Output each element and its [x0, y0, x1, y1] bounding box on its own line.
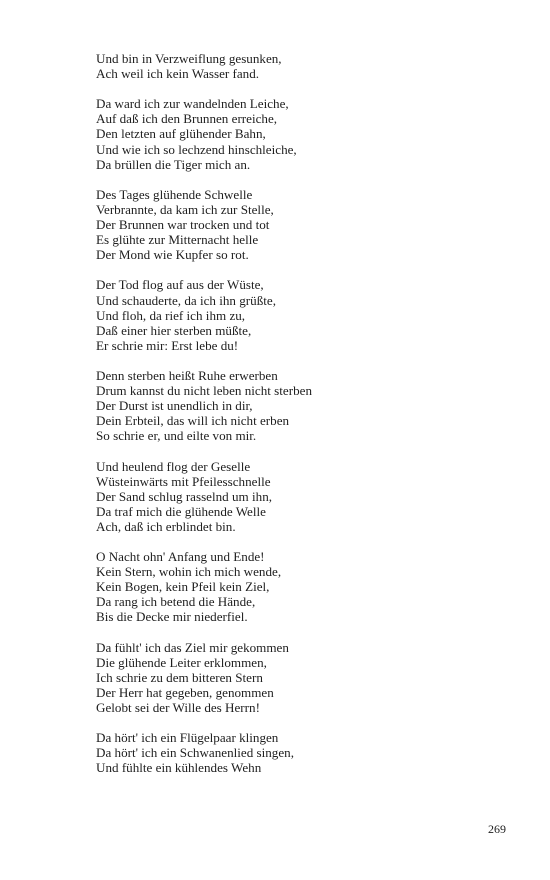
poem-line: Der Sand schlug rasselnd um ihn, — [96, 488, 273, 504]
poem-line: Der Tod flog auf aus der Wüste, — [96, 277, 264, 293]
poem-line: Gelobt sei der Wille des Herrn! — [96, 700, 260, 716]
stanza — [96, 277, 516, 352]
poem-line: Den letzten auf glühender Bahn, — [96, 126, 266, 142]
poem-line: Da brüllen die Tiger mich an. — [96, 156, 251, 172]
stanza — [96, 730, 516, 775]
stanza — [96, 368, 516, 443]
poem-line: Bis die Decke mir niederfiel. — [96, 609, 248, 625]
poem-line: Der Mond wie Kupfer so rot. — [96, 247, 249, 263]
poem-line: Der Herr hat gegeben, genommen — [96, 684, 274, 700]
poem-line: Daß einer hier sterben müßte, — [96, 322, 252, 338]
poem-line: Und schauderte, da ich ihn grüßte, — [96, 292, 276, 308]
poem-line: Er schrie mir: Erst lebe du! — [96, 337, 239, 353]
poem-line: O Nacht ohn' Anfang und Ende! — [96, 549, 265, 565]
stanza — [96, 549, 516, 624]
poem-line: Und bin in Verzweiflung gesunken, — [96, 51, 282, 66]
poem-line: Drum kannst du nicht leben nicht sterben — [96, 383, 312, 399]
stanza — [96, 187, 516, 262]
poem-line: Da fühlt' ich das Ziel mir gekommen — [96, 639, 289, 655]
poem-text — [96, 51, 516, 791]
poem-line: Ach weil ich kein Wasser fand. — [96, 66, 260, 82]
poem-line: Verbrannte, da kam ich zur Stelle, — [96, 201, 274, 217]
poem-line: Und floh, da rief ich ihm zu, — [96, 307, 246, 323]
stanza — [96, 51, 516, 81]
poem-line: Da rang ich betend die Hände, — [96, 594, 256, 610]
poem-line: Des Tages glühende Schwelle — [96, 186, 253, 202]
poem-line: Da traf mich die glühende Welle — [96, 503, 266, 519]
stanza — [96, 96, 516, 171]
poem-line: Auf daß ich den Brunnen erreiche, — [96, 111, 278, 127]
poem-line: Da hört' ich ein Schwanenlied singen, — [96, 745, 294, 761]
poem-line: Es glühte zur Mitternacht helle — [96, 232, 259, 248]
poem-line: Wüsteinwärts mit Pfeilesschnelle — [96, 473, 271, 489]
poem-line: Ich schrie zu dem bitteren Stern — [96, 669, 263, 685]
poem-line: Kein Stern, wohin ich mich wende, — [96, 564, 282, 580]
poem-line: Und fühlte ein kühlendes Wehn — [96, 760, 262, 776]
page-number: 269 — [488, 822, 506, 836]
poem-line: Da ward ich zur wandelnden Leiche, — [96, 96, 289, 112]
poem-line: Und wie ich so lechzend hinschleiche, — [96, 141, 297, 157]
poem-line: Und heulend flog der Geselle — [96, 458, 251, 474]
poem-line: Der Brunnen war trocken und tot — [96, 217, 270, 233]
poem-line: Die glühende Leiter erklommen, — [96, 654, 267, 670]
poem-line: Der Durst ist unendlich in dir, — [96, 398, 253, 414]
poem-line: Kein Bogen, kein Pfeil kein Ziel, — [96, 579, 270, 595]
poem-line: Da hört' ich ein Flügelpaar klingen — [96, 730, 279, 746]
poem-line: Ach, daß ich erblindet bin. — [96, 518, 236, 534]
stanza — [96, 640, 516, 715]
poem-line: Denn sterben heißt Ruhe erwerben — [96, 367, 278, 383]
poem-line: Dein Erbteil, das will ich nicht erben — [96, 413, 290, 429]
stanza — [96, 459, 516, 534]
poem-line: So schrie er, und eilte von mir. — [96, 428, 257, 444]
